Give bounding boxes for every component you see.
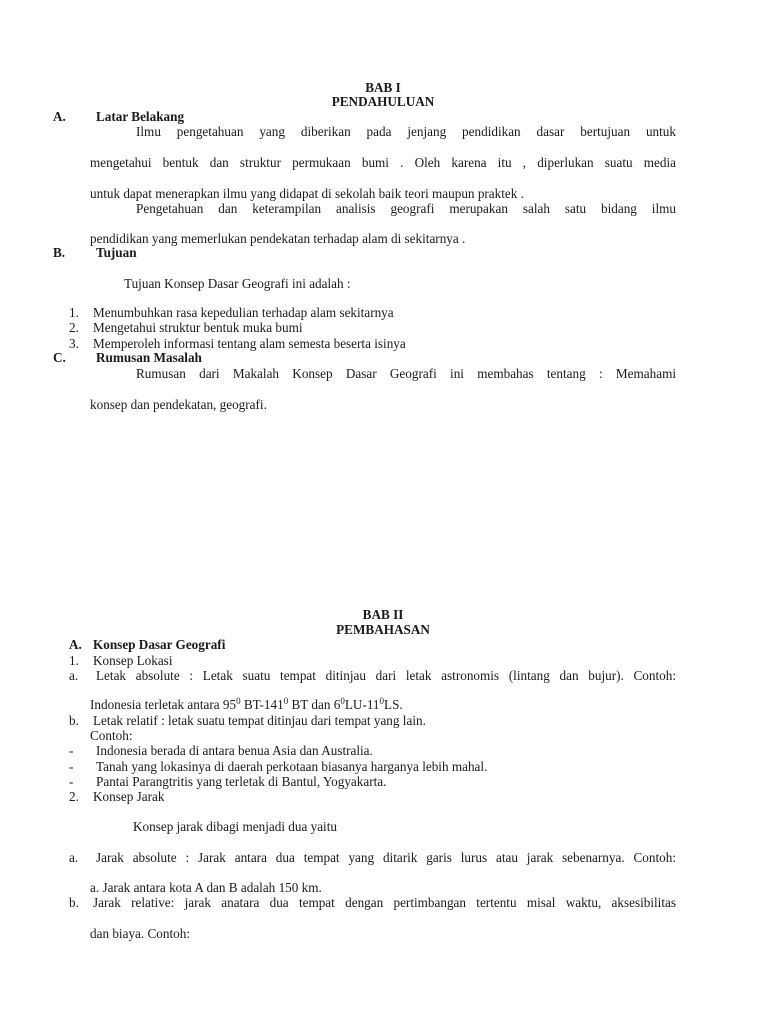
degree-superscript: 0 — [283, 696, 289, 706]
paragraph-line: dan biaya. Contoh: — [90, 926, 190, 941]
paragraph-line: a. Jarak antara kota A dan B adalah 150 km. — [90, 880, 322, 895]
dash-mark: - — [69, 774, 74, 789]
list-item: Jarak absolute : Jarak antara dua tempat yang ditarik garis lurus atau jarak sebenarnya. Contoh: — [96, 850, 676, 865]
paragraph-line: pendidikan yang memerlukan pendekatan terhadap alam di sekitarnya . — [90, 231, 466, 246]
chapter-title: BAB I — [365, 80, 401, 95]
paragraph-line: Tujuan Konsep Dasar Geografi ini adalah : — [124, 276, 351, 291]
paragraph-line: Pengetahuan dan keterampilan analisis geografi merupakan salah satu bidang ilmu — [136, 201, 676, 216]
list-number: 2. — [69, 320, 79, 335]
list-item: Konsep Lokasi — [93, 653, 173, 668]
paragraph-line: konsep dan pendekatan, geografi. — [90, 397, 267, 412]
section-heading: Tujuan — [96, 245, 137, 260]
chapter-title: BAB II — [362, 607, 404, 622]
list-item: Jarak relative: jarak anatara dua tempat dengan pertimbangan tertentu misal waktu, aksesibilitas — [93, 895, 676, 910]
chapter-subtitle: PENDAHULUAN — [331, 94, 435, 109]
list-item: Indonesia berada di antara benua Asia dan Australia. — [96, 743, 373, 758]
text-run: BT dan 6 — [288, 697, 341, 712]
dash-mark: - — [69, 743, 74, 758]
chapter-subtitle: PEMBAHASAN — [336, 622, 430, 637]
section-heading: Konsep Dasar Geografi — [93, 637, 226, 652]
list-number: 1. — [69, 653, 79, 668]
text-run: BT-141 — [240, 697, 284, 712]
paragraph-line: Contoh: — [90, 728, 133, 743]
list-letter: b. — [69, 895, 79, 910]
list-number: 2. — [69, 789, 79, 804]
paragraph-line: untuk dapat menerapkan ilmu yang didapat di sekolah baik teori maupun praktek . — [90, 186, 524, 201]
list-item: Konsep Jarak — [93, 789, 165, 804]
paragraph-line: mengetahui bentuk dan struktur permukaan bumi . Oleh karena itu , diperlukan suatu media — [90, 155, 676, 170]
section-letter: C. — [53, 350, 66, 365]
list-item: Letak relatif : letak suatu tempat ditinjau dari tempat yang lain. — [93, 713, 426, 728]
degree-superscript: 0 — [340, 696, 345, 706]
list-letter: b. — [69, 713, 79, 728]
list-item: Menumbuhkan rasa kepedulian terhadap alam sekitarnya — [93, 305, 394, 320]
text-run: Indonesia terletak antara 95 — [90, 697, 237, 712]
dash-mark: - — [69, 759, 74, 774]
paragraph-line: Konsep jarak dibagi menjadi dua yaitu — [133, 819, 337, 834]
list-letter: a. — [69, 668, 79, 683]
paragraph-line: Ilmu pengetahuan yang diberikan pada jenjang pendidikan dasar bertujuan untuk — [136, 124, 676, 139]
list-letter: a. — [69, 850, 79, 865]
section-heading: Rumusan Masalah — [96, 350, 202, 365]
list-number: 1. — [69, 305, 79, 320]
paragraph-line: Rumusan dari Makalah Konsep Dasar Geografi ini membahas tentang : Memahami — [136, 366, 676, 381]
section-heading: Latar Belakang — [96, 109, 185, 124]
list-number: 3. — [69, 336, 79, 351]
text-run: LS. — [384, 697, 403, 712]
list-item: Letak absolute : Letak suatu tempat ditinjau dari letak astronomis (lintang dan bujur). Contoh: — [96, 668, 676, 683]
list-item: Pantai Parangtritis yang terletak di Bantul, Yogyakarta. — [96, 774, 387, 789]
section-letter: A. — [69, 637, 82, 652]
degree-superscript: 0 — [236, 696, 241, 706]
text-run: LU-11 — [344, 697, 380, 712]
paragraph-line — [90, 697, 403, 713]
list-item: Mengetahui struktur bentuk muka bumi — [93, 320, 303, 335]
section-letter: B. — [53, 245, 66, 260]
degree-superscript: 0 — [379, 696, 385, 706]
list-item: Memperoleh informasi tentang alam semesta beserta isinya — [93, 336, 406, 351]
section-letter: A. — [53, 109, 66, 124]
list-item: Tanah yang lokasinya di daerah perkotaan biasanya harganya lebih mahal. — [96, 759, 488, 774]
